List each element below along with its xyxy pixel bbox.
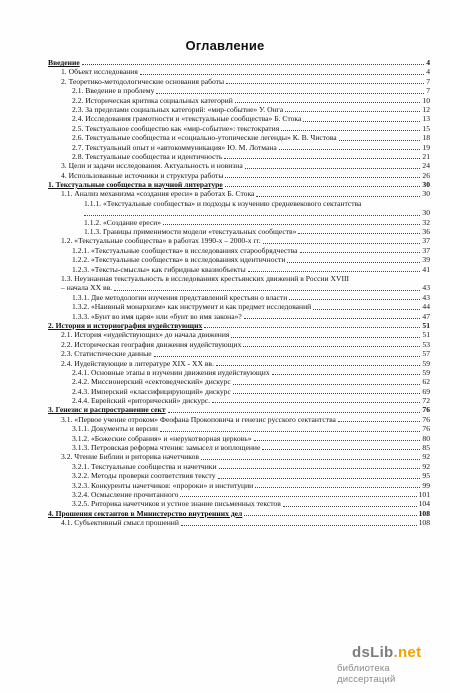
toc-entry-page: 59 <box>422 358 430 368</box>
toc-entry-page: 13 <box>422 114 430 124</box>
toc-entry-title: 4. Прошения сектантов в Министерство внутренних дел <box>48 508 243 518</box>
toc-entry-title: Введение <box>48 58 80 67</box>
dot-leader <box>272 366 420 375</box>
toc-entry-title: 4.1. Субъективный смысл прошений <box>61 518 179 528</box>
toc-entry-title: 1. Текстуальные сообщества в научной литературе <box>48 180 223 190</box>
dot-leader <box>254 432 420 441</box>
toc-entry-page: 80 <box>422 433 430 443</box>
toc-entry-page: 95 <box>422 471 430 481</box>
toc-entry-title: 3. Генезис и распространение сект <box>48 405 166 415</box>
dot-leader <box>212 394 420 403</box>
toc-entry-title: 3.1.2. «Божеские собрания» и «нерукотворная церковь» <box>72 433 252 443</box>
dot-leader <box>339 131 420 140</box>
toc-entry-page: 7 <box>426 86 430 96</box>
dot-leader <box>160 422 420 431</box>
toc-entry-page: 108 <box>418 518 430 528</box>
toc-entry-title: 1.3. Неузнанная текстуальность в исследованиях крестьянских движений в России XVIII <box>61 273 350 283</box>
dot-leader <box>244 507 417 516</box>
toc-entry-title: 2.4. Исследования грамотности и «текстуальные сообщества» Б. Стока <box>72 114 302 124</box>
page-title: Оглавление <box>185 38 265 53</box>
dot-leader <box>156 84 424 93</box>
toc-entry <box>48 518 430 527</box>
dot-leader <box>300 244 420 253</box>
toc-entry-page: 108 <box>418 508 430 518</box>
dot-leader <box>313 300 420 309</box>
toc-entry-page: 69 <box>422 386 430 396</box>
dot-leader <box>226 75 424 84</box>
dot-leader <box>180 488 417 497</box>
toc-entry-page: 26 <box>422 170 430 180</box>
toc-entry-title: 2.4.2. Миссионерский «сектоведческий» дискурс <box>72 377 231 387</box>
toc-entry-page: 57 <box>422 349 430 359</box>
toc-entry-page: 30 <box>422 208 430 218</box>
toc-entry <box>48 265 430 274</box>
toc-entry-title: 1.1.3. Границы применимости модели «текстуальных сообществ» <box>84 227 297 237</box>
toc-entry-title: 1.3.1. Две методологии изучения представлений крестьян о власти <box>72 292 288 302</box>
toc-entry-page: 47 <box>422 311 430 321</box>
logo-main: dsLib <box>352 644 394 661</box>
toc-entry-title: 2.3. За пределами социальных категорий: «мир-событие» У. Онга <box>72 104 284 114</box>
watermark-logo <box>352 644 421 661</box>
toc-entry-page: 101 <box>418 489 430 499</box>
toc-entry-page: 10 <box>422 95 430 105</box>
dot-leader <box>224 150 420 159</box>
watermark-subtitle: библиотека диссертаций <box>337 663 396 685</box>
toc-entry-page: 19 <box>422 142 430 152</box>
toc-entry-title: 3.2.2. Методы проверки соответствия тексту <box>72 471 216 481</box>
toc-entry-page: 36 <box>422 227 430 237</box>
toc-entry-title: 3.2.1. Текстуальные сообщества и начетчики <box>72 461 217 471</box>
toc-entry-title: 3.2.4. Осмысление прочитанного <box>72 489 179 499</box>
toc-entry-title: 2.4.3. Имперский «классифицирующий» дискурс <box>72 386 231 396</box>
dot-leader <box>201 450 420 459</box>
dot-leader <box>154 347 420 356</box>
toc-entry-page: 37 <box>422 245 430 255</box>
toc-entry-page: 21 <box>422 151 430 161</box>
toc-entry-page: 104 <box>418 499 430 509</box>
toc-entry-page: 4 <box>426 58 430 67</box>
toc-entry-title: 1.1.2. «Создание ереси» <box>84 217 162 227</box>
dot-leader <box>235 94 420 103</box>
toc-entry-title: 3.1. «Первое учение отроком» Феофана Прокоповича и генезис русского сектантства <box>61 414 336 424</box>
toc-entry-title: 3.1.1. Документы и версии <box>72 424 158 434</box>
toc-entry-title: 2.4.1. Основные этапы в изучении движения иудействующих <box>72 367 270 377</box>
table-of-contents <box>48 58 430 528</box>
toc-entry-page: 76 <box>422 424 430 434</box>
toc-entry-page: 44 <box>422 302 430 312</box>
dot-leader <box>163 216 420 225</box>
toc-entry-page: 51 <box>422 330 430 340</box>
dot-leader <box>244 310 420 319</box>
toc-entry-page: 24 <box>422 161 430 171</box>
toc-entry-title: 2.6. Текстуальные сообщества и «социально-утопические легенды» К. В. Чистова <box>72 133 337 143</box>
toc-entry-title: 2.4. Иудействующие в литературе XIX - XX вв. <box>61 358 214 368</box>
toc-entry-title: – начала XX вв. <box>61 283 113 293</box>
toc-entry-page: 99 <box>422 480 430 490</box>
dot-leader <box>114 281 420 290</box>
toc-entry-title: 2.7. Текстуальный опыт и «автокоммуникация» Ю. М. Лотмана <box>72 142 277 152</box>
dot-leader <box>263 234 420 243</box>
toc-entry-title: 1.1. Анализ механизма «создания ереси» в работах Б. Стока <box>61 189 255 199</box>
toc-entry-title: 1. Объект исследования <box>61 67 138 77</box>
toc-entry-title: 2.1. Введение в проблему <box>72 86 155 96</box>
dot-leader <box>289 291 420 300</box>
logo-tld: .net <box>393 644 422 661</box>
toc-entry-page: 43 <box>422 283 430 293</box>
dot-leader <box>281 122 420 131</box>
toc-entry-page: 32 <box>422 217 430 227</box>
toc-entry-page: 62 <box>422 377 430 387</box>
dot-leader <box>216 357 420 366</box>
toc-entry-page: 76 <box>422 414 430 424</box>
toc-entry-page: 43 <box>422 292 430 302</box>
dot-leader <box>243 338 420 347</box>
dot-leader <box>82 56 424 65</box>
dot-leader <box>256 187 420 196</box>
toc-entry-page: 92 <box>422 452 430 462</box>
toc-entry-page: 53 <box>422 339 430 349</box>
toc-entry-title: 2.4.4. Еврейский «риторический» дискурс. <box>72 396 211 406</box>
toc-entry-page: 15 <box>422 123 430 133</box>
toc-entry-title: 1.2.1. «Текстуальные сообщества» в исследованиях старообрядчества <box>72 245 298 255</box>
toc-entry-title: 1.3.2. «Наивный монархизм» как инструмент и как предмет исследований <box>72 302 312 312</box>
toc-entry <box>48 189 430 198</box>
dot-leader <box>181 516 417 525</box>
toc-entry-title: 3.2.3. Конкуренты начетчиков: «пророки» и институции <box>72 480 254 490</box>
toc-entry-title: 1.2. «Текстуальные сообщества» в работах 1990-х – 2000-х гг. <box>61 236 261 246</box>
dot-leader <box>279 141 420 150</box>
dot-leader <box>84 206 420 215</box>
dot-leader <box>285 103 420 112</box>
toc-entry-page: 30 <box>422 189 430 199</box>
dot-leader <box>287 253 420 262</box>
toc-entry-title: 4. Использованные источники и структура работы <box>61 170 224 180</box>
dot-leader <box>303 112 420 121</box>
dot-leader <box>233 385 420 394</box>
dot-leader <box>338 413 420 422</box>
toc-entry-page: 51 <box>422 320 430 330</box>
toc-entry-page: 85 <box>422 443 430 453</box>
dot-leader <box>262 441 420 450</box>
toc-entry-title: 1.2.2. «Текстуальные сообщества» в исследованиях идентичности <box>72 255 286 265</box>
toc-entry-title: 2.3. Статистические данные <box>61 349 152 359</box>
dot-leader <box>245 159 420 168</box>
toc-entry-title: 3.1.3. Петровская реформа чтения: замысел и воплощение <box>72 443 261 453</box>
toc-entry-title: 2.8. Текстуальные сообщества и идентичность <box>72 151 223 161</box>
toc-entry-title: 2.2. Историческая критика социальных категорий <box>72 95 233 105</box>
toc-entry-page: 18 <box>422 133 430 143</box>
toc-entry-title: 1.3.3. «Бунт во имя царя» или «бунт во имя закона»? <box>72 311 242 321</box>
dot-leader <box>218 469 420 478</box>
toc-entry-page: 72 <box>422 396 430 406</box>
toc-entry-title: 2. История и историография иудействующих <box>48 320 203 330</box>
toc-entry-page: 7 <box>426 76 430 86</box>
toc-entry-page: 92 <box>422 461 430 471</box>
toc-entry-page: 12 <box>422 104 430 114</box>
dot-leader <box>283 497 417 506</box>
dot-leader <box>298 225 420 234</box>
toc-entry-page: 37 <box>422 236 430 246</box>
dot-leader <box>225 169 420 178</box>
dot-leader <box>255 479 420 488</box>
toc-entry-title: 2. Теоретико-методологические основания работы <box>61 76 225 86</box>
toc-entry-page: 59 <box>422 367 430 377</box>
toc-entry-title: 1.2.3. «Тексты-смыслы» как гибридные квазиобъекты <box>72 264 246 274</box>
toc-entry-title: 1.1.1. «Текстуальные сообщества» и подходы к изучению средневекового сектантства <box>84 198 362 208</box>
toc-entry-title: 3.2. Чтение Библии и риторика начетчиков <box>61 452 199 462</box>
toc-entry-page: 76 <box>422 405 430 415</box>
toc-entry-page: 39 <box>422 255 430 265</box>
toc-entry-title: 2.5. Текстуальное сообщество как «мир-событие»: текстократия <box>72 123 280 133</box>
dot-leader <box>140 65 424 74</box>
dot-leader <box>225 178 420 187</box>
toc-entry-title: 2.1. История «иудействующих» до начала движения <box>61 330 230 340</box>
toc-entry-page: 41 <box>422 264 430 274</box>
toc-entry-page: 4 <box>426 67 430 77</box>
dot-leader <box>168 403 420 412</box>
dot-leader <box>231 328 420 337</box>
toc-entry-title: 3. Цели и задачи исследования. Актуальность и новизна <box>61 161 243 171</box>
dot-leader <box>233 375 420 384</box>
dot-leader <box>219 460 420 469</box>
dot-leader <box>248 263 420 272</box>
dot-leader <box>204 319 420 328</box>
toc-entry-title: 2.2. Историческая география движения иудействующих <box>61 339 242 349</box>
toc-entry-page: 30 <box>422 180 430 190</box>
toc-entry-title: 3.2.5. Риторика начетчиков и устное знание письменных текстов <box>72 499 281 509</box>
